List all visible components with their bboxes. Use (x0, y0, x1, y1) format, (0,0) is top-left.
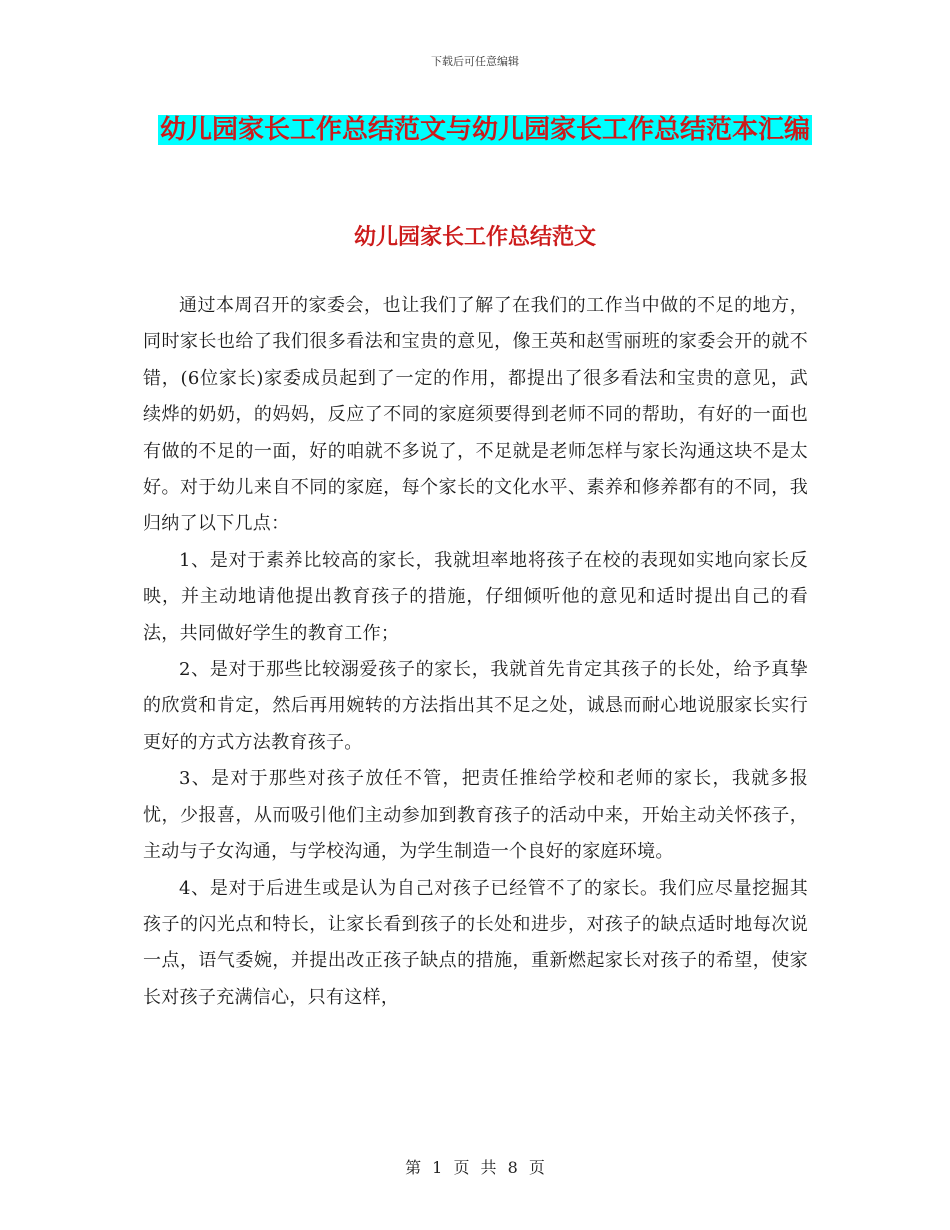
document-body (143, 288, 808, 1016)
section-title: 幼儿园家长工作总结范文 (353, 225, 596, 250)
paragraph: 4、是对于后进生或是认为自己对孩子已经管不了的家长。我们应尽量挖掘其孩子的闪光点和特长，让家长看到孩子的长处和进步，对孩子的缺点适时地每次说一点，语气委婉，并提出改正孩子缺点的措施，重新燃起家长对孩子的希望，使家长对孩子充满信心，只有这样， (143, 877, 808, 1008)
header-note: 下载后可任意编辑 (431, 55, 519, 68)
paragraph: 2、是对于那些比较溺爱孩子的家长，我就首先肯定其孩子的长处，给予真挚的欣赏和肯定，然后再用婉转的方法指出其不足之处，诚恳而耐心地说服家长实行更好的方式方法教育孩子。 (143, 659, 808, 753)
paragraph: 1、是对于素养比较高的家长，我就坦率地将孩子在校的表现如实地向家长反映，并主动地请他提出教育孩子的措施，仔细倾听他的意见和适时提出自己的看法，共同做好学生的教育工作； (143, 549, 808, 644)
paragraph: 3、是对于那些对孩子放任不管，把责任推给学校和老师的家长，我就多报忧，少报喜，从而吸引他们主动参加到教育孩子的活动中来，开始主动关怀孩子，主动与子女沟通，与学校沟通，为学生制造一个良好的家庭环境。 (143, 768, 808, 863)
document-title-text: 幼儿园家长工作总结范文与幼儿园家长工作总结范本汇编 (159, 115, 810, 145)
page-footer: 第 1 页 共 8 页 (405, 1158, 545, 1177)
document-title (140, 108, 830, 152)
paragraph: 通过本周召开的家委会，也让我们了解了在我们的工作当中做的不足的地方，同时家长也给了我们很多看法和宝贵的意见，像王英和赵雪丽班的家委会开的就不错，(6位家长)家委成员起到了一定的作用，都提出了很多看法和宝贵的意见，武续烨的奶奶，的妈妈，反应了不同的家庭须要得到老师不同的帮助，有好的一面也有做的不足的一面，好的咱就不多说了，不足就是老师怎样与家长沟通这块不是太好。对于幼儿来自不同的家庭，每个家长的文化水平、素养和修养都有的不同，我归纳了以下几点： (143, 295, 808, 535)
